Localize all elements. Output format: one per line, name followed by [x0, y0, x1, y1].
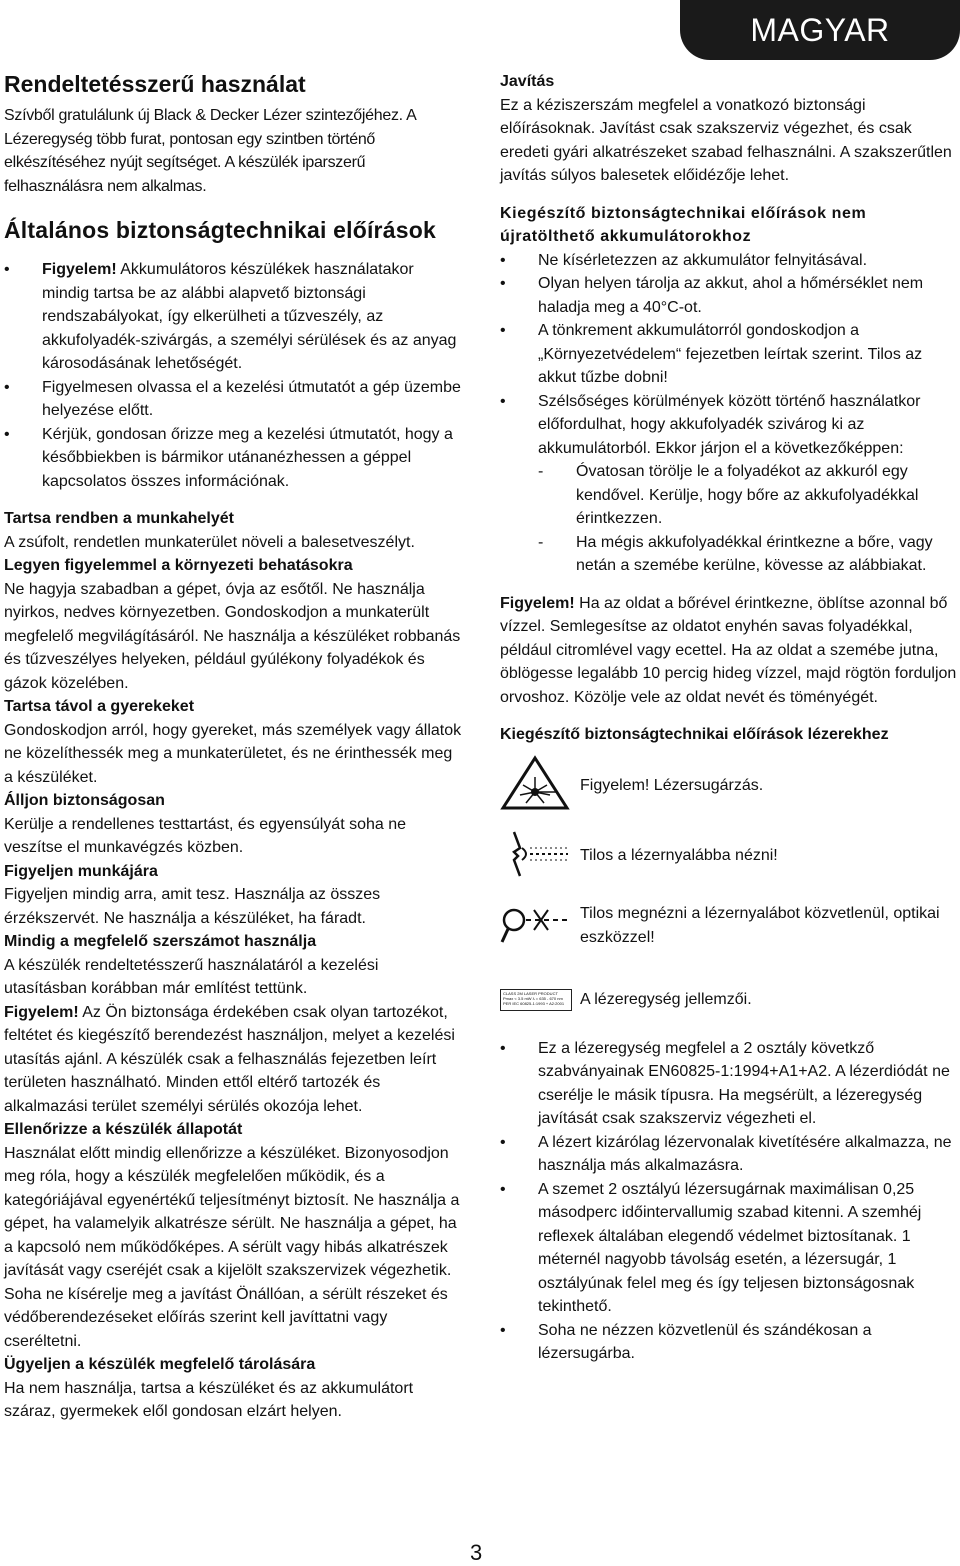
- optical-instrument-warning: [500, 895, 958, 957]
- section-heading: Ellenőrizze a készülék állapotát: [4, 1121, 243, 1138]
- general-safety-title: Általános biztonságtechnikai előírások: [4, 217, 436, 243]
- stare-warning-text: Tilos a lézernyalábba nézni!: [580, 846, 778, 864]
- optical-warning-text: Tilos megnézni a lézernyalábot közvetlenül, optikai eszközzel!: [580, 905, 940, 946]
- label-line: Pmax < 3.5 mW λ = 635 - 670 nm: [503, 995, 563, 1001]
- list-item-text: Kérjük, gondosan őrizze meg a kezelési útmutatót, hogy a későbbiekben is bármikor utánanézhessen a géppel kapcsolatos összes információnak.: [42, 425, 453, 490]
- list-item-text: Akkumulátoros készülékek használatakor mindig tartsa be az alábbi alapvető biztonsági rendszabályokat, így elkerülheti a tűzveszély, az akkufolyadék-szivárgás, a személyi sérülések és az anyag károsodásának lehetőségét.: [42, 261, 457, 372]
- leak-warning: [500, 592, 958, 710]
- list-item: • A tönkrement akkumulátorról gondoskodjon a „Környezetvédelem“ fejezetben leírtak szerint. Tilos az akkut tűzbe dobni!: [500, 319, 958, 390]
- warning-lead: Figyelem!: [42, 261, 117, 278]
- page-number: 3: [470, 1540, 483, 1565]
- section-heading: Tartsa rendben a munkahelyét: [4, 510, 234, 527]
- list-item: • Olyan helyen tárolja az akkut, ahol a hőmérséklet nem haladja meg a 40°C-ot.: [500, 272, 958, 319]
- intro-paragraph: Szívből gratulálunk új Black & Decker Lézer szintezőjéhez. A Lézeregység több furat, pontosan egy szintben történő elkészítéséhez nyújt segítséget. A készülék iparszerű felhasználásra nem alkalmas.: [4, 107, 416, 195]
- section-heading: Figyeljen munkájára: [4, 862, 158, 880]
- list-item: • Szélsőséges körülmények között történő használatkor előfordulhat, hogy akkufolyadék szivárog ki az akkumulátorból. Ekkor járjon el a következőképpen:: [500, 390, 958, 461]
- laser-label-text: A lézeregység jellemzői.: [580, 990, 752, 1008]
- intended-use-title: Rendeltetésszerű használat: [4, 71, 306, 97]
- list-item: - Ha mégis akkufolyadékkal érintkezne a bőre, vagy netán a szemébe kerülne, kövesse az alábbiakat.: [538, 531, 958, 578]
- section-body: Gondoskodjon arról, hogy gyereket, más személyek vagy állatok ne közelíthessék meg a munkaterületet, és ne érinthessék meg a készüléket.: [4, 721, 462, 786]
- laser-safety-heading: Kiegészítő biztonságtechnikai előírások lézerekhez: [500, 726, 889, 743]
- list-item: • A lézert kizárólag lézervonalak kivetítésére alkalmazza, ne használja más alkalmazásra.: [500, 1131, 958, 1178]
- section-heading: Tartsa távol a gyerekeket: [4, 698, 195, 715]
- list-item-text: Figyelmesen olvassa el a kezelési útmutatót a gép üzembe helyezése előtt.: [42, 378, 461, 419]
- left-column: [4, 70, 462, 1424]
- warning-text: Az Ön biztonsága érdekében csak olyan tartozékot, feltétet és kiegészítő berendezést használjon, melyet a kezelési utasítás ajánl. A készülék csak a felhasználás fejezetben leírt területen használható. Minden ettől eltérő tartozék és alkalmazási terület személyi sérülés okozója lehet.: [4, 1003, 455, 1115]
- accessory-warning: [4, 1001, 462, 1119]
- general-safety-list: [4, 258, 462, 493]
- battery-leak-steps: [538, 460, 958, 578]
- laser-radiation-warning: [500, 755, 958, 817]
- section-body: Használat előtt mindig ellenőrizze a készüléket. Bizonyosodjon meg róla, hogy a készülék megfelelően működik, és a kategóriájával egyenértékű teljesítményt biztosít. Ne használja a gépet, ha valamelyik alkatrésze sérült. Ne használja a gépet, ha a kapcsoló nem működőképes. A sérült vagy hibás alkatrészek javítását vagy cseréjét csak a kijelölt szakszervizek végezhetik. Soha ne kísérelje meg a javítást Önállóan, a sérült részeket és védőberendezéseket előírás szerint kell javíttatni vagy cseréltetni.: [4, 1144, 460, 1350]
- section-heading: Ügyeljen a készülék megfelelő tárolására: [4, 1356, 316, 1373]
- battery-safety-list: [500, 249, 958, 461]
- section-body: A készülék rendeltetésszerű használatáról a kezelési utasításban korábban már említést tettünk.: [4, 956, 379, 997]
- battery-safety-heading: Kiegészítő biztonságtechnikai előírások nem újratölthető akkumulátorokhoz: [500, 204, 867, 245]
- list-item: [4, 423, 462, 494]
- list-item: • Soha ne nézzen közvetlenül és szándékosan a lézersugárba.: [500, 1319, 958, 1366]
- label-line: CLASS 2M LASER PRODUCT: [503, 990, 558, 996]
- repair-body: Ez a kéziszerszám megfelel a vonatkozó biztonsági előírásoknak. Javítást csak szakszerviz végezhet, és csak eredeti gyári alkatrészeket szabad felhasználni. A szakszerűtlen javítás súlyos balesetek előidézője lehet.: [500, 96, 952, 184]
- section-body: Ha nem használja, tartsa a készüléket és az akkumulátort száraz, gyermekek elől gondosan elzárt helyen.: [4, 1379, 414, 1420]
- section-body: A zsúfolt, rendetlen munkaterület növeli a balesetveszélyt.: [4, 533, 415, 551]
- section-heading: Legyen figyelemmel a környezeti behatásokra: [4, 557, 353, 574]
- language-tab: MAGYAR: [680, 0, 960, 60]
- warning-lead: Figyelem!: [500, 594, 575, 612]
- list-item: • Ez a lézeregység megfelel a 2 osztály követkző szabványainak EN60825-1:1994+A1+A2. A lézerdiódát ne cserélje le másik típusra. Ha megsérült, a lézeregység javítását csak szakszerviz végezheti el.: [500, 1037, 958, 1131]
- section-body: Ne hagyja szabadban a gépet, óvja az esőtől. Ne használja nyirkos, nedves környezetben. Gondoskodjon a munkaterült megfelelő megvilágításáról. Ne használja a készüléket robbanás és tűzveszélyes helyeken, például gyúlékony folyadékok és gázok közelében.: [4, 580, 461, 692]
- section-heading: Álljon biztonságosan: [4, 792, 165, 809]
- warning-lead: Figyelem!: [4, 1003, 79, 1021]
- laser-warning-triangle-icon: [500, 755, 574, 816]
- eye-beam-icon: [500, 826, 574, 885]
- section-body: Kerülje a rendellenes testtartást, és egyensúlyát soha ne veszítse el munkavégzés közben.: [4, 815, 407, 856]
- do-not-stare-warning: [500, 825, 958, 887]
- list-item: [4, 258, 462, 376]
- warning-text: Ha az oldat a bőrével érintkezne, öblítse azonnal bő vízzel. Semlegesítse az oldatot enyhén savas folyadékkal, például citromlével vagy ecettel. Ha az oldat a szemébe jutna, öblögesse legalább 10 percig hideg vízzel, majd rögtön forduljon orvoshoz. Közölje vele az oldat nevét és töményégét.: [500, 594, 957, 706]
- laser-specs-list: [500, 1037, 958, 1366]
- list-item: - Óvatosan törölje le a folyadékot az akkuról egy kendővel. Kerülje, hogy bőre az akkufolyadékkal érintkezzen.: [538, 460, 958, 531]
- laser-class-label: [500, 989, 574, 1011]
- laser-warning-text: Figyelem! Lézersugárzás.: [580, 776, 764, 794]
- list-item: • A szemet 2 osztályú lézersugárnak maximálisan 0,25 másodperc időintervallumig szabad kitenni. A szemhéj reflexek általában elegendő védelmet biztosítanak. 1 méternél nagyobb távolság esetén, a lézersugár, 1 osztályúnak felel meg és így teljesen biztonságosnak tekinthető.: [500, 1178, 958, 1319]
- magnifier-icon: [500, 898, 574, 953]
- repair-heading: Javítás: [500, 73, 555, 90]
- label-line: PER IEC 60825-1:1993 + A2:2001: [503, 1000, 565, 1006]
- section-body: Figyeljen mindig arra, amit tesz. Használja az összes érzékszervét. Ne használja a készüléket, ha fáradt.: [4, 886, 381, 927]
- list-item: • Ne kísérletezzen az akkumulátor felnyitásával.: [500, 249, 958, 273]
- laser-label-row: [500, 985, 958, 1015]
- right-column: [500, 70, 958, 1366]
- list-item: [4, 376, 462, 423]
- section-heading: Mindig a megfelelő szerszámot használja: [4, 933, 317, 950]
